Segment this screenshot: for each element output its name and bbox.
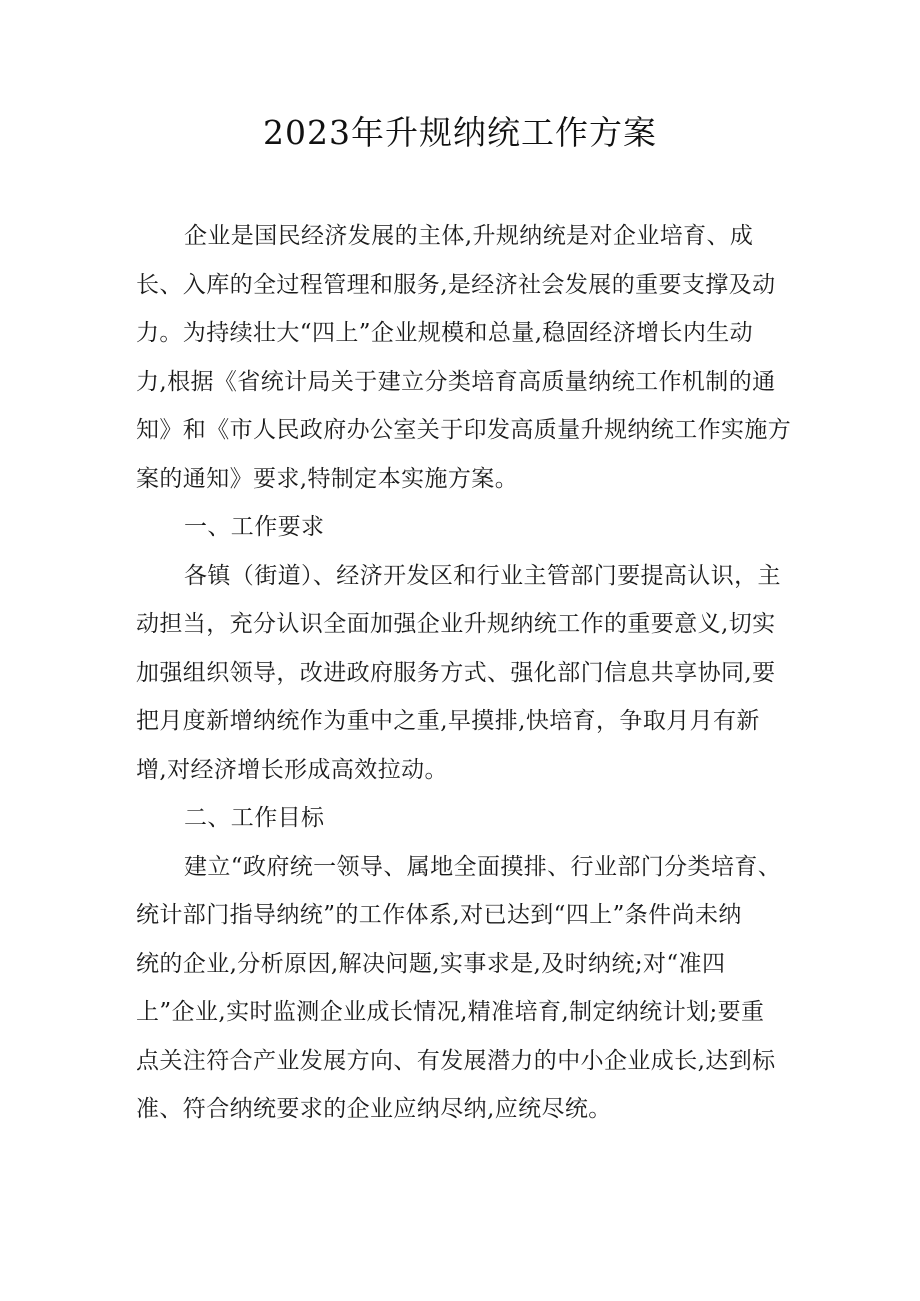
- paragraph-requirements: [136, 552, 788, 795]
- text-line: 力。为持续壮大“四上”企业规模和总量,稳固经济增长内生动: [136, 320, 754, 346]
- text-line: 准、符合纳统要求的企业应纳尽纳,应统尽统。: [136, 1096, 612, 1122]
- text-line: 企业是国民经济发展的主体,升规纳统是对企业培育、成: [184, 223, 754, 249]
- heading-text: 二、工作目标: [184, 805, 325, 831]
- document-body: [136, 212, 792, 1134]
- text-line: 建立“政府统一领导、属地全面摸排、行业部门分类培育、: [184, 853, 782, 880]
- text-line: 各镇（街道）、经济开发区和行业主管部门要提高认识，主: [184, 562, 781, 589]
- section-heading-goals: [136, 794, 788, 843]
- text-line: 统计部门指导纳统”的工作体系,对已达到“四上”条件尚未纳: [136, 902, 742, 928]
- text-line: 增,对经济增长形成高效拉动。: [136, 756, 448, 783]
- text-line: 加强组织领导，改进政府服务方式、强化部门信息共享协同,要: [136, 659, 776, 686]
- text-line: 长、入库的全过程管理和服务,是经济社会发展的重要支撑及动: [136, 271, 776, 298]
- text-line: 力,根据《省统计局关于建立分类培育高质量纳统工作机制的通: [136, 368, 776, 395]
- text-line: 上”企业,实时监测企业成长情况,精准培育,制定纳统计划;要重: [136, 999, 765, 1025]
- text-line: 点关注符合产业发展方向、有发展潜力的中小企业成长,达到标: [136, 1047, 776, 1074]
- section-heading-requirements: [136, 503, 788, 552]
- paragraph-goals: [136, 843, 788, 1134]
- text-line: 统的企业,分析原因,解决问题,实事求是,及时纳统;对“准四: [136, 950, 726, 977]
- heading-text: 一、工作要求: [184, 514, 325, 540]
- text-line: 知》和《市人民政府办公室关于印发高质量升规纳统工作实施方: [136, 417, 792, 443]
- paragraph-intro: [136, 212, 792, 503]
- document-title: 2023年升规纳统工作方案: [263, 113, 657, 152]
- text-line: 动担当，充分认识全面加强企业升规纳统工作的重要意义,切实: [136, 611, 776, 637]
- text-line: 把月度新增纳统作为重中之重,早摸排,快培育，争取月月有新: [136, 708, 760, 734]
- text-line: 案的通知》要求,特制定本实施方案。: [136, 465, 519, 492]
